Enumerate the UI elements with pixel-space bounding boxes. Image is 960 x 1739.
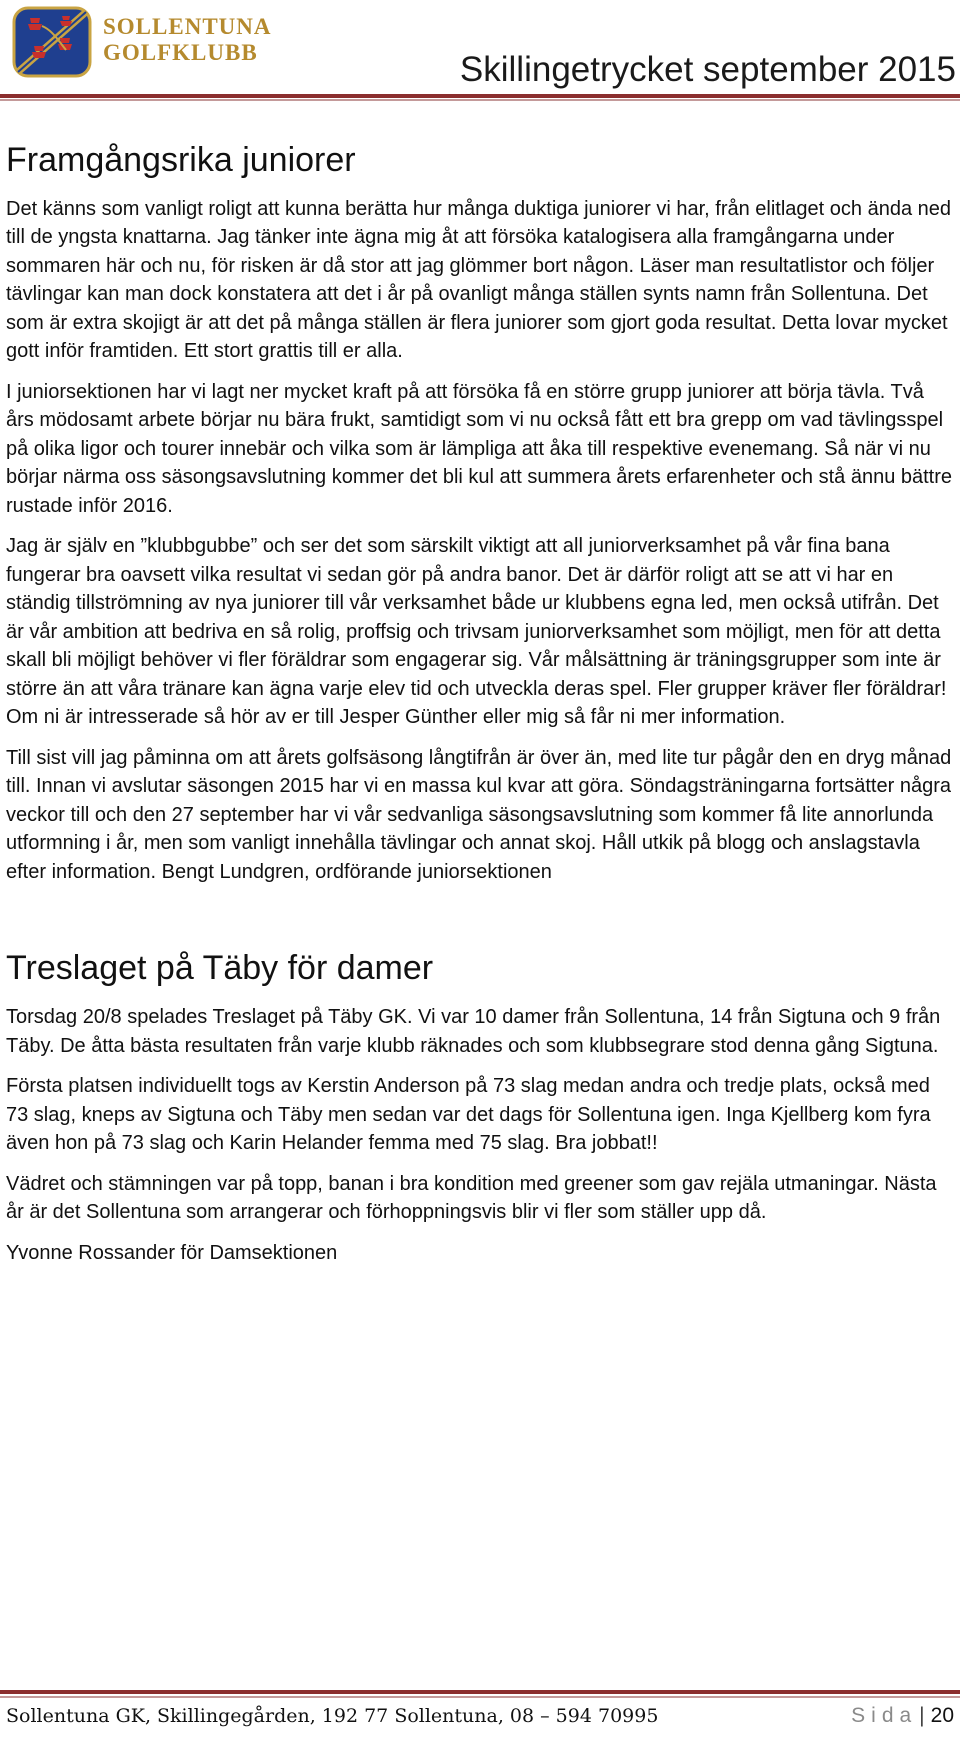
footer-rule — [0, 1690, 960, 1694]
page-header — [0, 0, 960, 100]
article-paragraph: Det känns som vanligt roligt att kunna berätta hur många duktiga juniorer vi har, från elitlaget och ända ned till de yngsta knattarna. Jag tänker inte ägna mig åt att försöka katalogisera alla framgångarna under sommaren här och nu, för risken är då stor att jag glömmer bort någon. Läser man resultatlistor och följer tävlingar kan man dock konstatera att det i år på ovanligt många ställen synts namn från Sollentuna. Det som är extra skojigt är att det på många ställen är flera juniorer som gjort goda resultat. Detta lovar mycket gott inför framtiden. Ett stort grattis till er alla. — [6, 197, 952, 363]
article-paragraph: Torsdag 20/8 spelades Treslaget på Täby GK. Vi var 10 damer från Sollentuna, 14 från Sigtuna och 9 från Täby. De åtta bästa resultaten från varje klubb räknades och som klubbsegrare stod denna gång Sigtuna. — [6, 1006, 941, 1057]
header-rule — [0, 94, 960, 98]
article-paragraph: Första platsen individuellt togs av Kerstin Anderson på 73 slag medan andra och tredje plats, också med 73 slag, kneps av Sigtuna och Täby men sedan var det dags för Sollentuna igen. Inga Kjellberg kom fyra även hon på 73 slag och Karin Helander femma med 75 slag. Bra jobbat!! — [6, 1075, 931, 1155]
article-title: Treslaget på Täby för damer — [6, 949, 434, 988]
page-number: 20 — [930, 1704, 954, 1727]
page-separator: | — [919, 1704, 925, 1727]
article-paragraph: Vädret och stämningen var på topp, banan i bra kondition med greener som gav rejäla utmaningar. Nästa år är det Sollentuna som arrangerar och förhoppningsvis blir vi fler som ställer upp då. — [6, 1172, 937, 1224]
article-treslaget — [6, 948, 956, 1267]
article-paragraph: Till sist vill jag påminna om att årets golfsäsong långtifrån är över än, med lite tur pågår den en dryg månad till. Innan vi avslutar säsongen 2015 har vi en massa kul kvar att göra. Söndagsträningarna fortsätter några veckor till och den 27 september har vi vår sedvanliga säsongsavslutning som kommer få lite annorlunda utformning i år, men som vanligt innehålla tävlingar och annat skoj. Håll utkik på blogg och anslagstavla efter information. Bengt Lundgren, ordförande juniorsektionen — [6, 746, 952, 883]
section-spacer — [6, 898, 956, 948]
footer-address: Sollentuna GK, Skillingegården, 192 77 Sollentuna, 08 – 594 70995 — [6, 1705, 659, 1727]
page-footer — [0, 1690, 960, 1739]
header-rule-thin — [0, 99, 960, 101]
page-content — [6, 140, 956, 1279]
article-paragraph: Jag är själv en ”klubbgubbe” och ser det som särskilt viktigt att all juniorverksamhet på vår fina bana fungerar bra oavsett vilka resultat vi sedan gör på andra banor. Det är därför roligt att se att vi har en ständig tillströmning av nya juniorer till vår verksamhet både ur klubbens egna led, men också utifrån. Det är vår ambition att bedriva en så rolig, proffsig och trivsam juniorverksamhet som möjligt, men för att detta skall bli möjligt behöver vi fler föräldrar som engagerar sig. Vår målsättning är träningsgrupper som inte är större än att våra tränare kan ägna varje elev tid och utveckla deras spel. Fler grupper kräver fler föräldrar! Om ni är intresserade så hör av er till Jesper Günther eller mig så får ni mer information. — [6, 535, 947, 729]
article-signature: Yvonne Rossander för Damsektionen — [6, 1241, 338, 1264]
issue-title: Skillingetrycket september 2015 — [459, 50, 956, 89]
footer-rule-thin — [0, 1696, 960, 1698]
article-juniors — [6, 140, 956, 886]
club-name-line1: SOLLENTUNA — [103, 14, 272, 39]
club-name-line2: GOLFKLUBB — [103, 40, 258, 65]
article-title: Framgångsrika juniorer — [6, 141, 356, 179]
page-label: Sida — [851, 1704, 918, 1727]
club-crest-icon — [12, 6, 92, 78]
article-paragraph: I juniorsektionen har vi lagt ner mycket kraft på att försöka få en större grupp juniorer att börja tävla. Två års mödosamt arbete börjar nu bära frukt, samtidigt som vi nu också fått ett bra grepp om vad tävlingsspel på olika ligor och tourer innebär och vilka som är lämpliga att åka till respektive evenemang. Så när vi nu börjar närma oss säsongsavslutning kommer det bli kul att summera årets erfarenheter och stå ännu bättre rustade inför 2016. — [6, 380, 953, 517]
page-indicator — [851, 1704, 954, 1728]
